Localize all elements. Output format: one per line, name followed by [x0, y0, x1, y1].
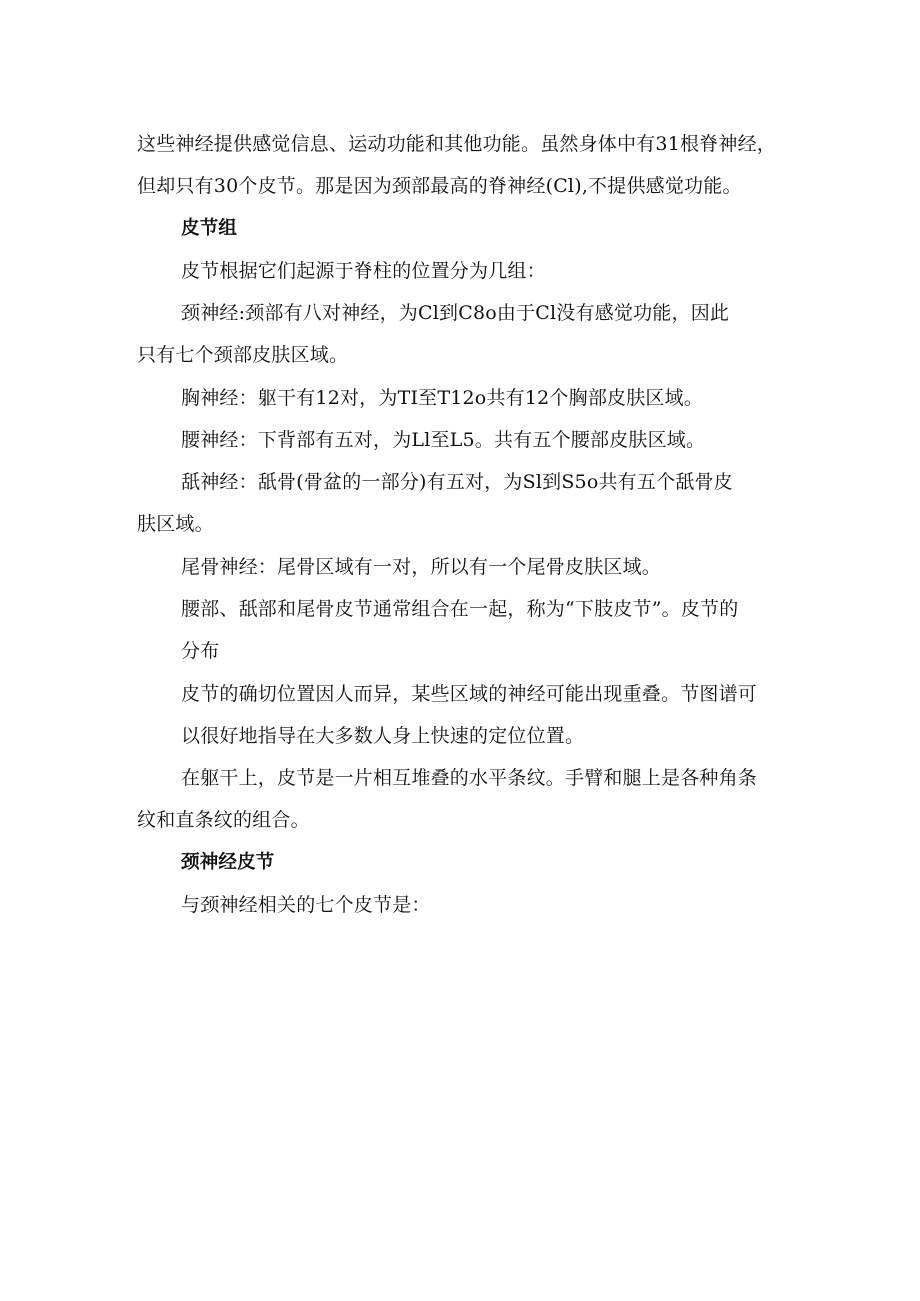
- text-line: 舐神经：舐骨(骨盆的一部分)有五对，为Sl到S5o共有五个舐骨皮: [181, 471, 733, 493]
- text-line: 皮节根据它们起源于脊柱的位置分为几组：: [181, 260, 546, 282]
- text-line: 这些神经提供感觉信息、运动功能和其他功能。虽然身体中有31根脊神经，: [137, 133, 776, 155]
- text-line: 纹和直条纹的组合。: [137, 809, 310, 831]
- text-line: 腰部、舐部和尾骨皮节通常组合在一起，称为“下肢皮节”。皮节的: [181, 598, 739, 620]
- text-line: 尾骨神经：尾骨区域有一对，所以有一个尾骨皮肤区域。: [181, 556, 662, 578]
- section-heading-cervical-dermatomes: 颈神经皮节: [181, 852, 275, 873]
- text-line: 肤区域。: [137, 513, 214, 535]
- text-line: 腰神经：下背部有五对，为Ll至L5。共有五个腰部皮肤区域。: [181, 429, 706, 451]
- text-line: 与颈神经相关的七个皮节是：: [181, 894, 431, 916]
- text-line: 胸神经：躯干有12对，为TI至T12o共有12个胸部皮肤区域。: [181, 387, 704, 409]
- text-line: 只有七个颈部皮肤区域。: [137, 344, 349, 366]
- text-line: 在躯干上，皮节是一片相互堆叠的水平条纹。手臂和腿上是各种角条: [181, 767, 758, 789]
- section-heading-dermatome-groups: 皮节组: [181, 218, 238, 239]
- text-line: 颈神经:颈部有八对神经，为Cl到C8o由于Cl没有感觉功能，因此: [181, 302, 730, 324]
- text-line: 以很好地指导在大多数人身上快速的定位位置。: [181, 725, 585, 747]
- text-line: 分布: [181, 640, 220, 662]
- text-line: 皮节的确切位置因人而异，某些区域的神经可能出现重叠。节图谱可: [181, 683, 758, 705]
- text-line: 但却只有30个皮节。那是因为颈部最高的脊神经(Cl),不提供感觉功能。: [137, 175, 742, 197]
